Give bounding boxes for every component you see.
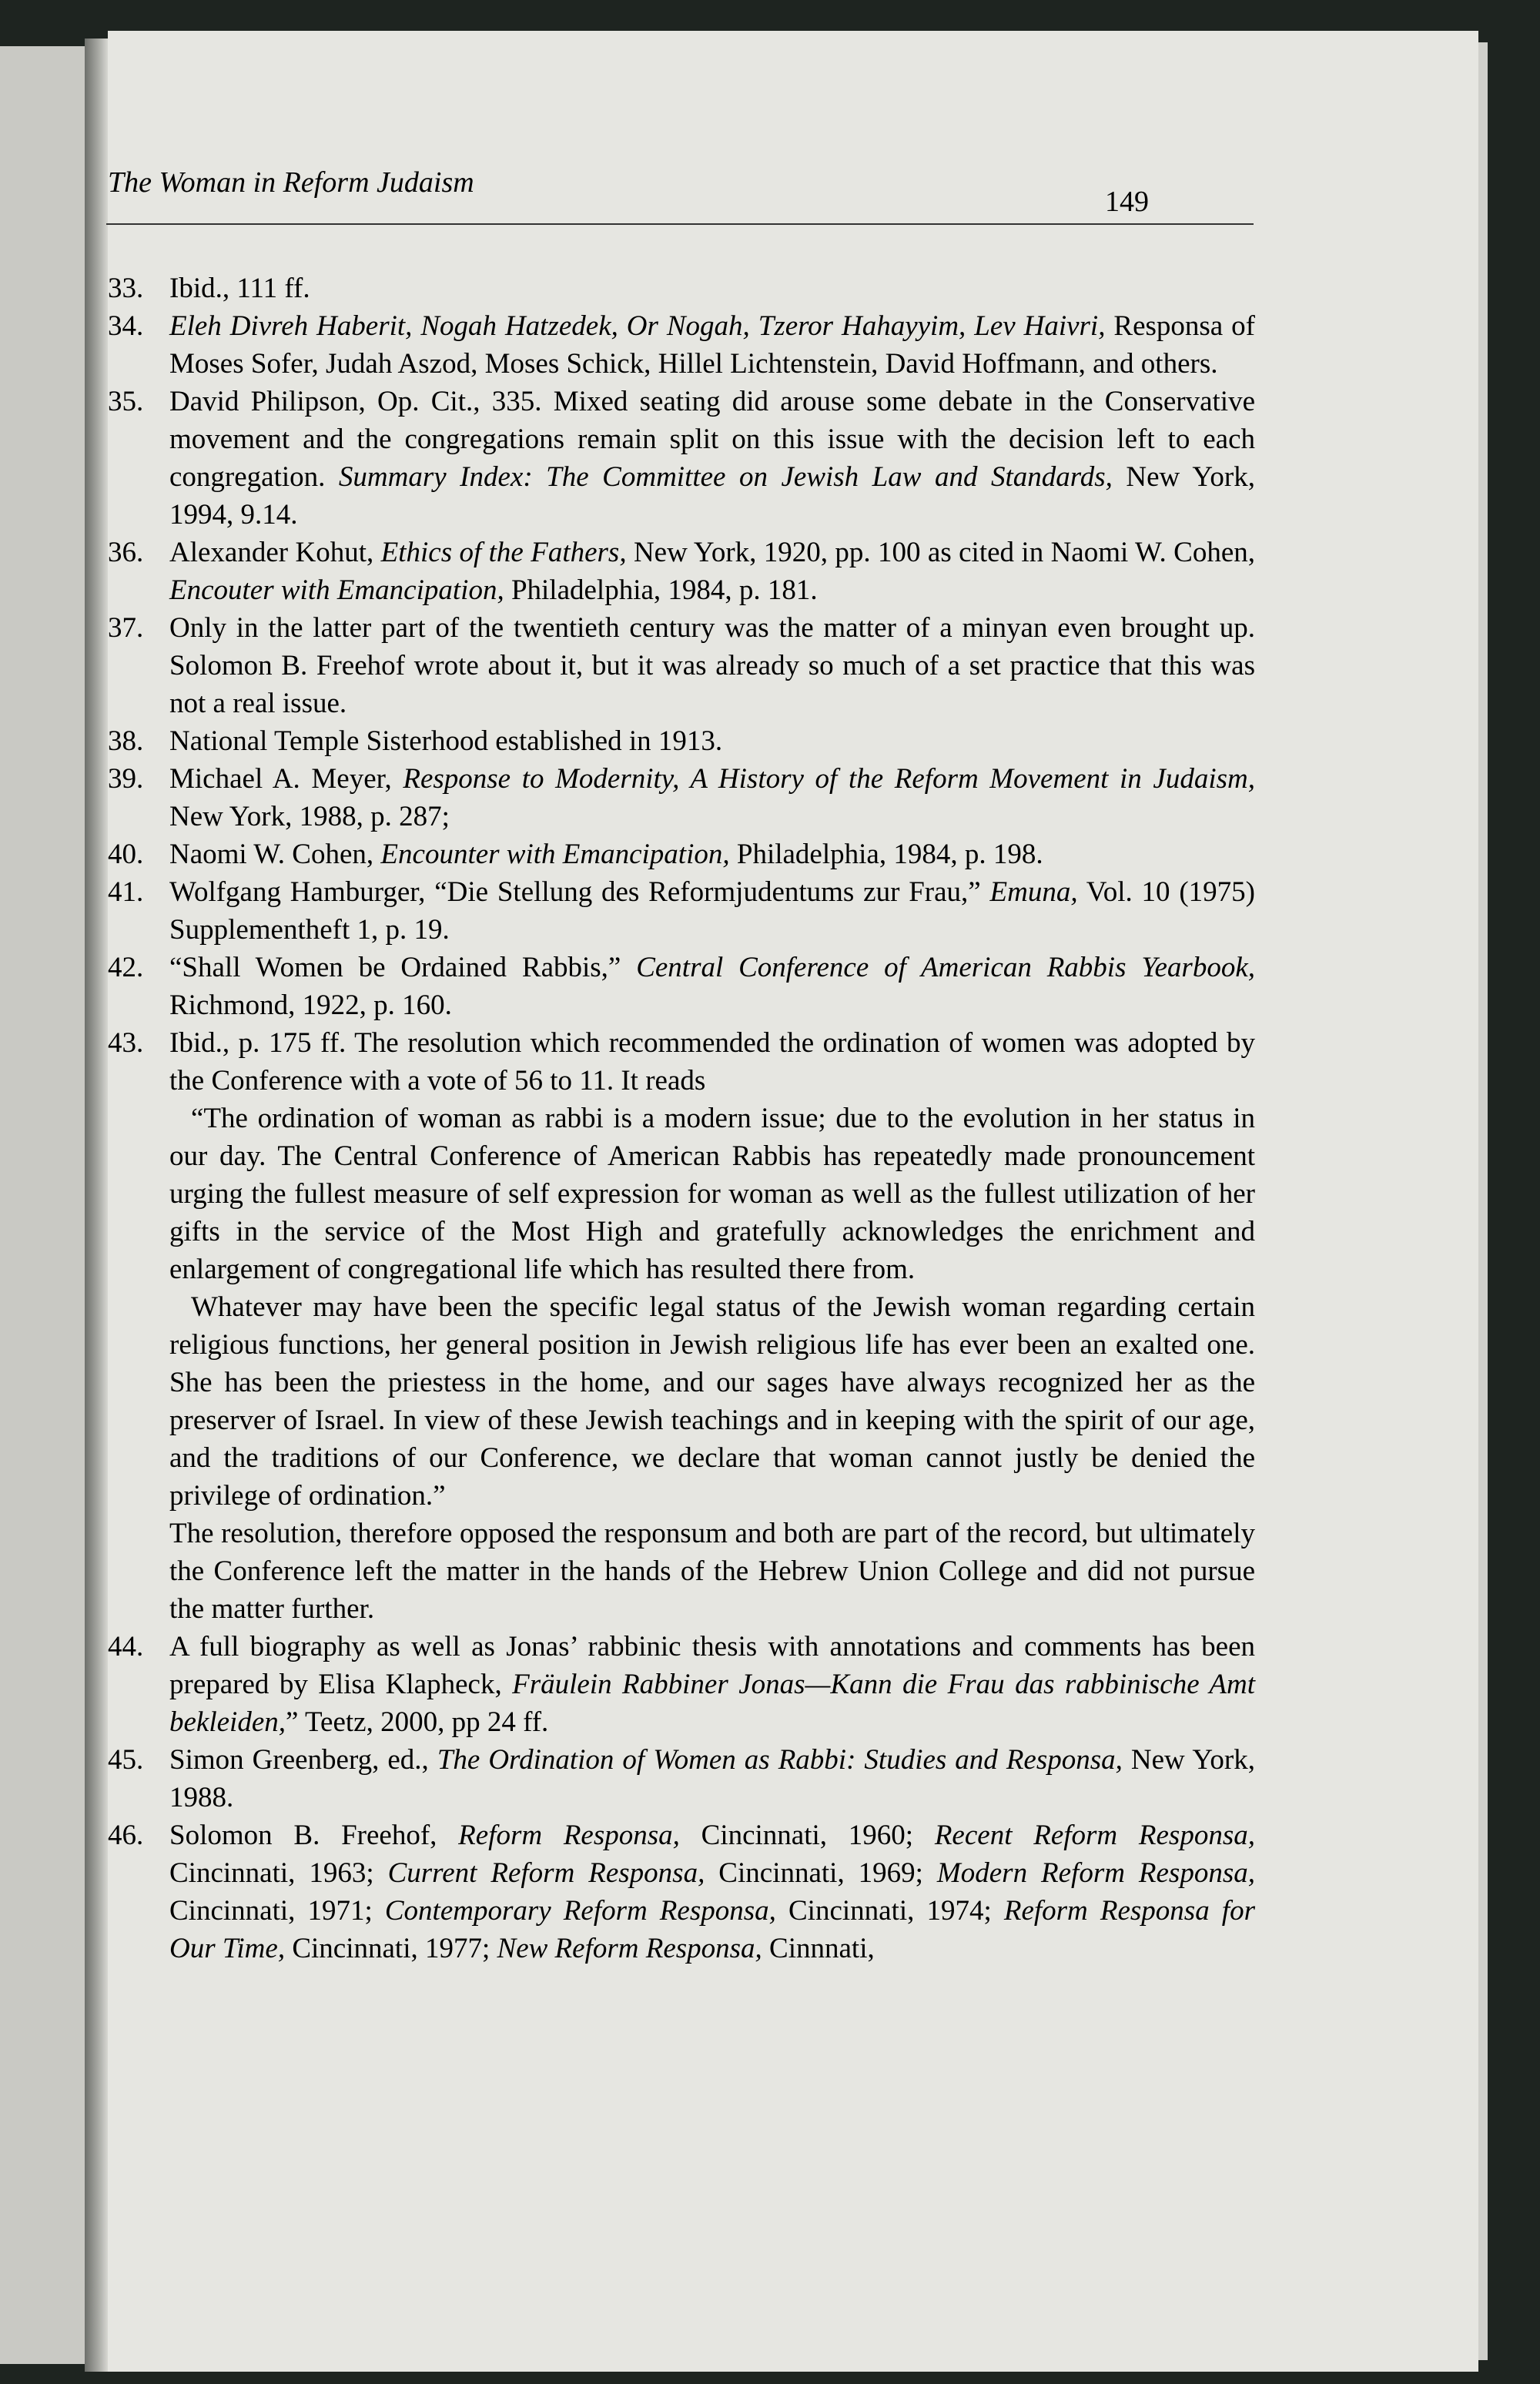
endnote-text: Solomon B. Freehof, bbox=[169, 1820, 459, 1851]
endnote-title-italic: Current Reform Responsa, bbox=[387, 1857, 705, 1889]
header-rule bbox=[106, 223, 1254, 225]
endnote-40 bbox=[108, 835, 1255, 873]
endnote-number: 43. bbox=[108, 1027, 144, 1059]
endnote-number: 42. bbox=[108, 952, 144, 983]
endnote-text: A full biography as well as Jonas’ rabbinic thesis with annotations and comments has been prepared by Elisa Klapheck, bbox=[169, 1631, 1255, 1700]
endnote-33 bbox=[108, 270, 1255, 307]
endnote-text: New York, 1988. bbox=[169, 1744, 1255, 1813]
endnote-text: Only in the latter part of the twentieth century was the matter of a minyan even brought up. Solomon B. Freehof wrote about it, but it was already so much of a set practice that this was not a real issue. bbox=[169, 612, 1255, 719]
endnote-text: Michael A. Meyer, bbox=[169, 763, 403, 795]
endnote-text: Simon Greenberg, ed., bbox=[169, 1744, 437, 1776]
endnote-text: Philadelphia, 1984, p. 198. bbox=[729, 839, 1043, 870]
endnote-title-italic: Summary Index: The Committee on Jewish Law and Standards, bbox=[338, 461, 1113, 493]
endnote-number: 37. bbox=[108, 612, 144, 644]
endnote-paragraph bbox=[169, 270, 1255, 307]
endnote-number: 35. bbox=[108, 386, 144, 417]
endnote-text: Cincinnati, 1963; bbox=[169, 1857, 388, 1889]
page-stack-edge bbox=[1477, 42, 1488, 2360]
endnote-paragraph bbox=[169, 1628, 1255, 1741]
endnote-number: 45. bbox=[108, 1744, 144, 1776]
endnote-37 bbox=[108, 609, 1255, 722]
endnote-text: Ibid., p. 175 ff. The resolution which recommended the ordination of women was adopted by the Conference with a vote of 56 to 11. It reads bbox=[169, 1027, 1255, 1097]
endnote-text: Cincinnati, 1960; bbox=[679, 1820, 935, 1851]
endnote-36 bbox=[108, 534, 1255, 609]
endnote-34 bbox=[108, 307, 1255, 383]
endnote-title-italic: Eleh Divreh Haberit, Nogah Hatzedek, Or Nogah, Tzeror Hahayyim, Lev Haivri, bbox=[169, 310, 1106, 342]
endnote-41 bbox=[108, 873, 1255, 949]
endnote-paragraph bbox=[169, 722, 1255, 760]
endnote-paragraph bbox=[169, 383, 1255, 534]
endnote-45 bbox=[108, 1741, 1255, 1816]
endnote-paragraph bbox=[169, 760, 1255, 835]
endnote-paragraph bbox=[169, 1024, 1255, 1100]
endnote-text: Cinnnati, bbox=[762, 1933, 875, 1964]
endnote-44 bbox=[108, 1628, 1255, 1741]
endnote-title-italic: Emuna, bbox=[989, 876, 1078, 908]
endnote-text: David Philipson, Op. Cit., 335. Mixed seating did arouse some debate in the Conservative movement and the congregations remain split on this issue with the decision left to each congregation. bbox=[169, 386, 1255, 493]
endnote-title-italic: Encouter with Emancipation, bbox=[169, 574, 504, 606]
endnote-number: 39. bbox=[108, 763, 144, 795]
endnote-paragraph bbox=[169, 835, 1255, 873]
endnote-text: ” Teetz, 2000, pp 24 ff. bbox=[286, 1706, 549, 1738]
endnote-paragraph bbox=[169, 534, 1255, 609]
endnote-42 bbox=[108, 949, 1255, 1024]
endnote-paragraph bbox=[169, 949, 1255, 1024]
endnote-title-italic: Encounter with Emancipation, bbox=[380, 839, 730, 870]
endnote-title-italic: Modern Reform Responsa, bbox=[936, 1857, 1255, 1889]
endnote-46 bbox=[108, 1816, 1255, 1967]
endnote-paragraph bbox=[169, 1741, 1255, 1816]
endnote-text: The resolution, therefore opposed the responsum and both are part of the record, but ultimately the Conference left the matter in the hands of the Hebrew Union College and did not pursue the matter further. bbox=[169, 1518, 1255, 1625]
endnote-number: 41. bbox=[108, 876, 144, 908]
endnote-title-italic: Reform Responsa, bbox=[458, 1820, 680, 1851]
endnote-number: 40. bbox=[108, 839, 144, 870]
endnote-text: New York, 1920, pp. 100 as cited in Naomi W. Cohen, bbox=[626, 537, 1256, 568]
endnote-text: Wolfgang Hamburger, “Die Stellung des Reformjudentums zur Frau,” bbox=[169, 876, 990, 908]
endnote-title-italic: Recent Reform Responsa, bbox=[934, 1820, 1255, 1851]
page-number: 149 bbox=[1105, 186, 1149, 218]
endnote-number: 38. bbox=[108, 725, 144, 757]
endnote-paragraph bbox=[169, 609, 1255, 722]
endnote-35 bbox=[108, 383, 1255, 534]
endnote-text: Ibid., 111 ff. bbox=[169, 273, 310, 304]
endnote-text: “The ordination of woman as rabbi is a modern issue; due to the evolution in her status in our day. The Central Conference of American Rabbis has repeatedly made pronouncement urging the fullest measure of self expression for woman as well as the fullest utilization of her gifts in the service of the Most High and gratefully acknowledges the enrichment and enlargement of congregational life which has resulted there from. bbox=[169, 1103, 1255, 1285]
endnote-title-italic: The Ordination of Women as Rabbi: Studies and Responsa, bbox=[437, 1744, 1123, 1776]
endnote-paragraph bbox=[169, 873, 1255, 949]
endnote-text: Cincinnati, 1971; bbox=[169, 1895, 385, 1927]
previous-page-edge bbox=[0, 46, 85, 2364]
endnote-text: Alexander Kohut, bbox=[169, 537, 381, 568]
endnotes-list bbox=[108, 270, 1255, 1967]
endnote-number: 33. bbox=[108, 273, 144, 304]
endnote-text: Philadelphia, 1984, p. 181. bbox=[504, 574, 818, 606]
endnote-38 bbox=[108, 722, 1255, 760]
endnote-title-italic: Reform Responsa for Our Time, bbox=[169, 1895, 1255, 1964]
endnote-title-italic: Response to Modernity, A History of the Reform Movement in Judaism, bbox=[403, 763, 1255, 795]
endnote-number: 46. bbox=[108, 1820, 144, 1851]
endnote-title-italic: Contemporary Reform Responsa, bbox=[384, 1895, 776, 1927]
endnote-text: Responsa of Moses Sofer, Judah Aszod, Moses Schick, Hillel Lichtenstein, David Hoffmann, and others. bbox=[169, 310, 1255, 380]
endnote-text: Cincinnati, 1969; bbox=[705, 1857, 937, 1889]
endnote-text: Naomi W. Cohen, bbox=[169, 839, 381, 870]
endnote-text: New York, 1994, 9.14. bbox=[169, 461, 1255, 531]
endnote-text: Vol. 10 (1975) Supplementheft 1, p. 19. bbox=[169, 876, 1255, 946]
endnote-paragraph bbox=[169, 1288, 1255, 1515]
book-spine-shadow bbox=[85, 39, 108, 2372]
endnote-paragraph bbox=[169, 1100, 1255, 1288]
endnote-text: Richmond, 1922, p. 160. bbox=[169, 989, 452, 1021]
endnote-39 bbox=[108, 760, 1255, 835]
endnote-text: Whatever may have been the specific legal status of the Jewish woman regarding certain religious functions, her general position in Jewish religious life has ever been an exalted one. She has been the priestess in the home, and our sages have always recognized her as the preserver of Israel. In view of these Jewish teachings and in keeping with the spirit of our age, and the traditions of our Conference, we declare that woman cannot justly be denied the privilege of ordination.” bbox=[169, 1291, 1255, 1512]
endnote-text: Cincinnati, 1977; bbox=[285, 1933, 497, 1964]
endnote-title-italic: New Reform Responsa, bbox=[497, 1933, 762, 1964]
endnote-number: 44. bbox=[108, 1631, 144, 1662]
running-header-title: The Woman in Reform Judaism bbox=[108, 166, 474, 199]
endnote-text: New York, 1988, p. 287; bbox=[169, 801, 450, 832]
endnote-title-italic: Ethics of the Fathers, bbox=[380, 537, 627, 568]
endnote-number: 34. bbox=[108, 310, 144, 342]
endnote-text: Cincinnati, 1974; bbox=[775, 1895, 1004, 1927]
endnote-paragraph bbox=[169, 307, 1255, 383]
endnote-title-italic: Central Conference of American Rabbis Yearbook, bbox=[636, 952, 1255, 983]
endnote-text: “Shall Women be Ordained Rabbis,” bbox=[169, 952, 637, 983]
endnote-43 bbox=[108, 1024, 1255, 1628]
endnote-paragraph bbox=[169, 1816, 1255, 1967]
endnote-text: National Temple Sisterhood established in 1913. bbox=[169, 725, 723, 757]
endnote-title-italic: Fräulein Rabbiner Jonas—Kann die Frau das rabbinische Amt bekleiden, bbox=[169, 1669, 1255, 1738]
endnote-number: 36. bbox=[108, 537, 144, 568]
endnote-paragraph bbox=[169, 1515, 1255, 1628]
